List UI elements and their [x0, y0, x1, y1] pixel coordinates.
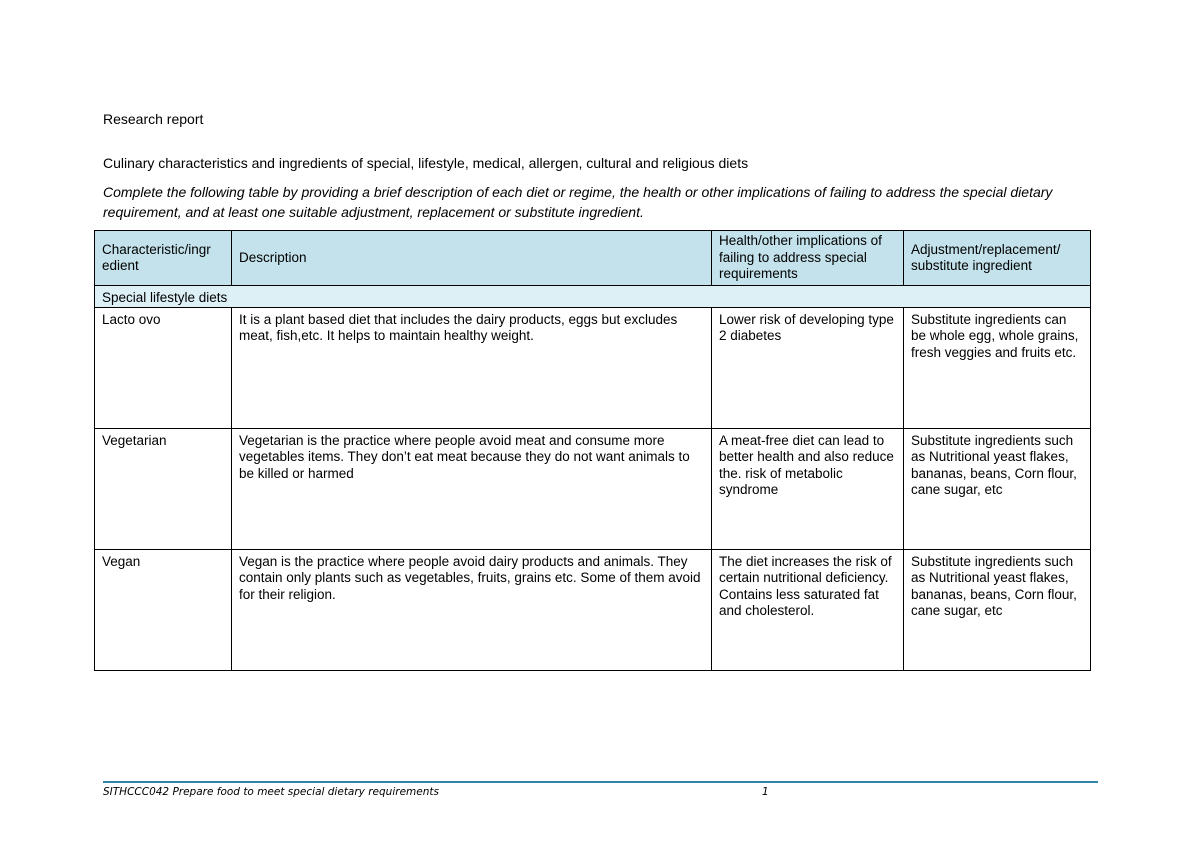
cell-description: Vegetarian is the practice where people avoid meat and consume more vegetables items. They don’t eat meat because they do not want animals to be killed or harmed	[232, 428, 712, 549]
cell-description: It is a plant based diet that includes the dairy products, eggs but excludes meat, fish,etc. It helps to maintain healthy weight.	[232, 307, 712, 428]
cell-implications: The diet increases the risk of certain nutritional deficiency. Contains less saturated fat and cholesterol.	[712, 549, 904, 670]
cell-substitute: Substitute ingredients such as Nutritional yeast flakes, bananas, beans, Corn flour, cane sugar, etc	[904, 549, 1091, 670]
footer-course-text: SITHCCC042 Prepare food to meet special dietary requirements	[103, 786, 439, 798]
header-substitute: Adjustment/replacement/ substitute ingredient	[904, 231, 1091, 286]
table-header-row	[95, 231, 1091, 286]
diet-table	[94, 230, 1091, 671]
report-subtitle: Culinary characteristics and ingredients of special, lifestyle, medical, allergen, cultural and religious diets	[103, 155, 749, 171]
cell-characteristic: Vegetarian	[95, 428, 232, 549]
cell-substitute: Substitute ingredients such as Nutritional yeast flakes, bananas, beans, Corn flour, cane sugar, etc	[904, 428, 1091, 549]
instructions-text: Complete the following table by providing a brief description of each diet or regime, the health or other implications of failing to address the special dietary requirement, and at least one suitable adjustment, replacement or substitute ingredient.	[103, 184, 1053, 220]
table-row	[95, 428, 1091, 549]
cell-implications: A meat-free diet can lead to better health and also reduce the. risk of metabolic syndrome	[712, 428, 904, 549]
section-row	[95, 286, 1091, 308]
cell-description: Vegan is the practice where people avoid dairy products and animals. They contain only plants such as vegetables, fruits, grains etc. Some of them avoid for their religion.	[232, 549, 712, 670]
header-characteristic: Characteristic/ingr edient	[95, 231, 232, 286]
report-title: Research report	[103, 111, 204, 127]
table-row	[95, 307, 1091, 428]
footer-rule	[103, 781, 1098, 783]
header-implications: Health/other implications of failing to address special requirements	[712, 231, 904, 286]
section-label: Special lifestyle diets	[95, 286, 1091, 308]
page-number: 1	[762, 786, 769, 798]
header-description: Description	[232, 231, 712, 286]
table-row	[95, 549, 1091, 670]
cell-characteristic: Lacto ovo	[95, 307, 232, 428]
cell-characteristic: Vegan	[95, 549, 232, 670]
cell-substitute: Substitute ingredients can be whole egg, whole grains, fresh veggies and fruits etc.	[904, 307, 1091, 428]
cell-implications: Lower risk of developing type 2 diabetes	[712, 307, 904, 428]
